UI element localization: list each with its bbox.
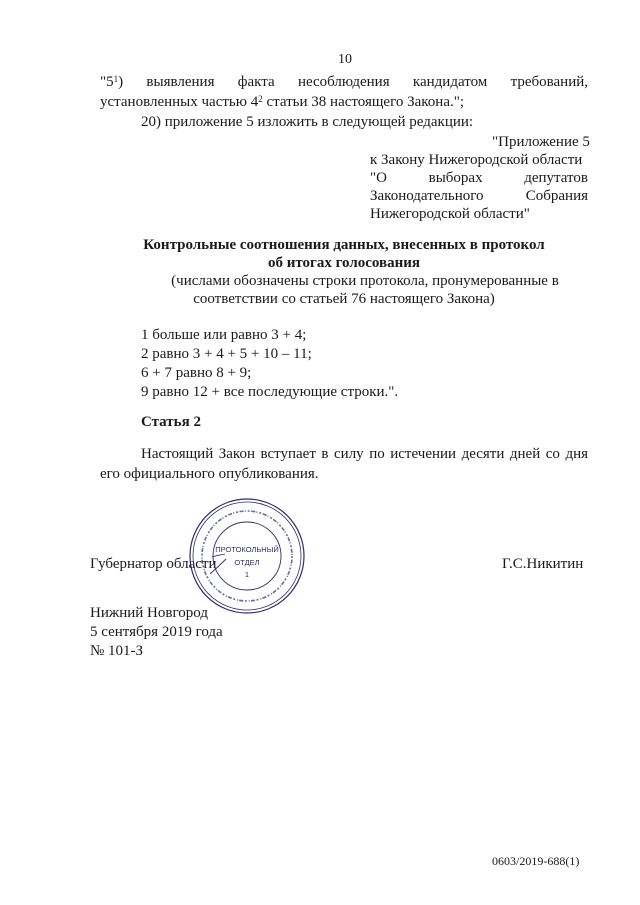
section-title-line2: об итогах голосования	[267, 255, 421, 271]
page-number-text: 10	[338, 52, 352, 67]
stamp-center-line3: 1	[244, 570, 250, 579]
section-subtitle-line2: соответствии со статьей 76 настоящего Закона)	[193, 291, 495, 307]
signature-name: Г.С.Никитин	[502, 556, 584, 572]
article-2-title: Статья 2	[141, 414, 201, 430]
relation-2: 2 равно 3 + 4 + 5 + 10 – 11;	[141, 346, 312, 362]
official-stamp	[188, 497, 306, 615]
appendix-header-line3: "О выборах депутатов	[370, 170, 588, 186]
superscript: 1	[113, 74, 119, 84]
stamp-center-line1: ПРОТОКОЛЬНЫЙ	[215, 545, 279, 554]
appendix-header-line4: Законодательного Собрания	[370, 188, 588, 204]
amendment-text: ) выявления факта несоблюдения кандидатом требований,	[118, 74, 588, 90]
amendment-5-1-line1	[100, 72, 588, 92]
amendment-5-1-line2	[100, 92, 464, 112]
place-city: Нижний Новгород	[90, 605, 208, 621]
amendment-text: установленных частью 4	[100, 94, 259, 110]
law-number: № 101-З	[90, 643, 144, 659]
section-title-line1: Контрольные соотношения данных, внесенных в протокол	[143, 237, 545, 253]
stamp-center-line2: ОТДЕЛ	[234, 558, 260, 567]
page-number	[0, 52, 640, 68]
relation-3: 6 + 7 равно 8 + 9;	[141, 365, 252, 381]
appendix-header-line2: к Закону Нижегородской области	[370, 152, 583, 168]
item-20: 20) приложение 5 изложить в следующей редакции:	[141, 114, 474, 130]
amendment-text: статьи 38 настоящего Закона.";	[262, 94, 465, 110]
section-subtitle-line1: (числами обозначены строки протокола, пронумерованные в	[171, 273, 559, 289]
relation-4: 9 равно 12 + все последующие строки.".	[141, 384, 399, 400]
footer-code: 0603/2019-688(1)	[492, 854, 580, 868]
relation-1: 1 больше или равно 3 + 4;	[141, 327, 307, 343]
signing-date: 5 сентября 2019 года	[90, 624, 223, 640]
amendment-quote-open: "5	[100, 74, 114, 90]
article-2-text-line1: Настоящий Закон вступает в силу по истечении десяти дней со дня	[141, 446, 588, 462]
superscript: 2	[258, 94, 263, 104]
article-2-text-line2: его официального опубликования.	[100, 466, 319, 482]
signature-position: Губернатор области	[90, 556, 217, 572]
appendix-header-line5: Нижегородской области"	[370, 206, 530, 222]
appendix-header-line1: "Приложение 5	[492, 134, 590, 150]
